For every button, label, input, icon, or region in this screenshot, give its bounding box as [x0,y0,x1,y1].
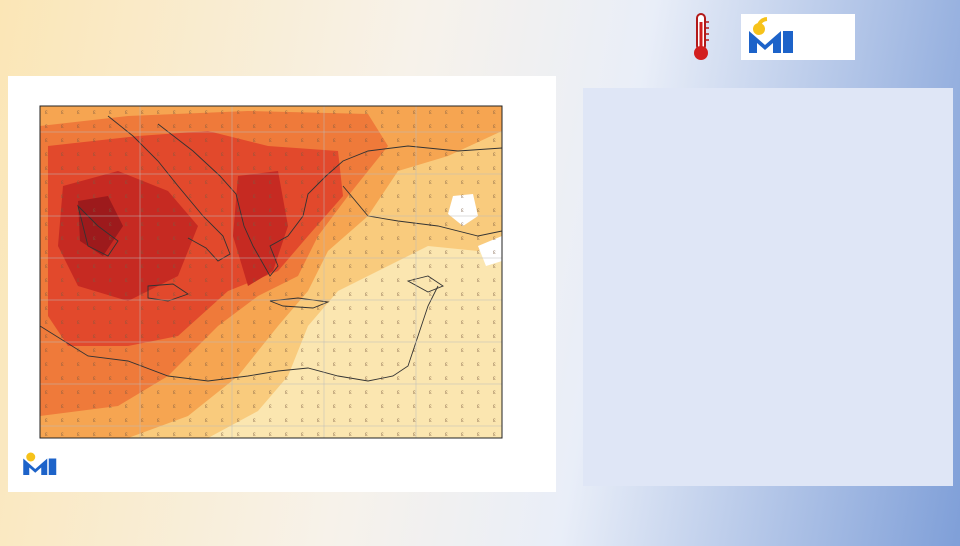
map-canvas [8,76,556,492]
info-panel [583,88,953,486]
thermometer-icon [690,12,712,62]
info-heading [583,88,953,98]
info-bullet-list [597,126,937,144]
map-caption [0,508,560,523]
temperature-anomaly-map [8,76,556,492]
meteo-logo [741,14,855,60]
map-meteo-logo [20,446,120,486]
